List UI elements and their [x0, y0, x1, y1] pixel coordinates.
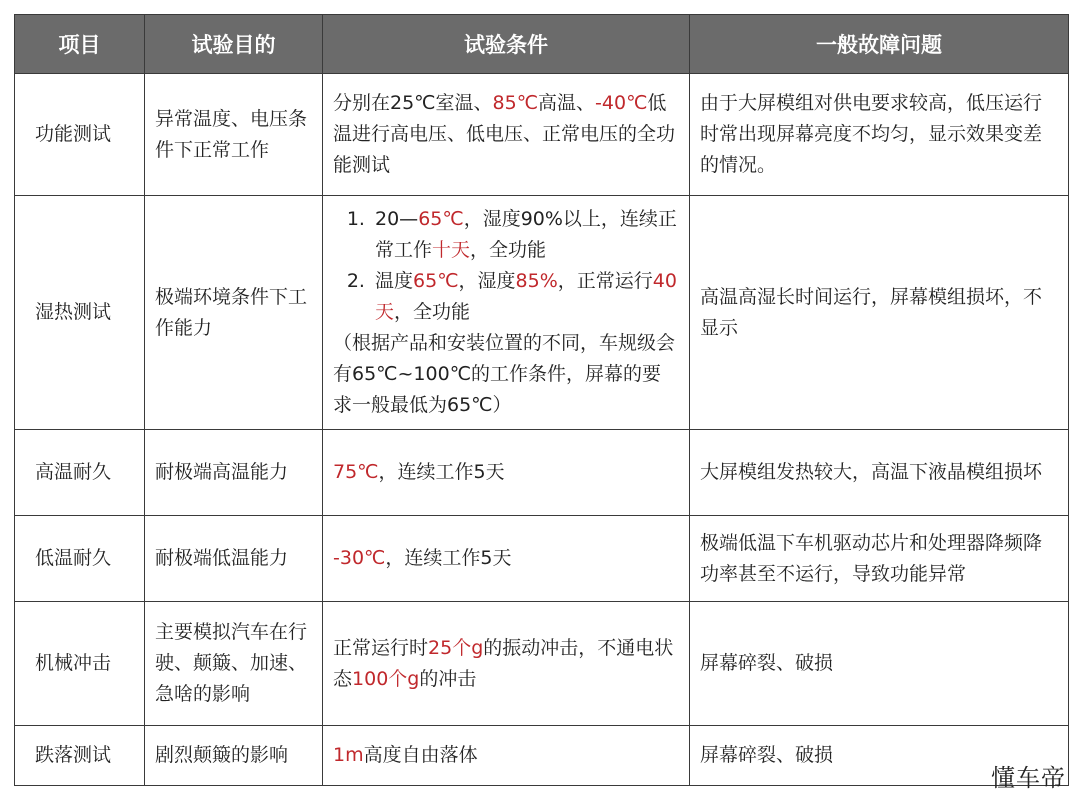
row-item: 低温耐久	[15, 516, 145, 602]
header-item: 项目	[15, 15, 145, 74]
row-condition: 正常运行时25个g的振动冲击，不通电状态100个g的冲击	[323, 602, 690, 726]
row-condition	[323, 196, 690, 430]
condition-list	[333, 204, 679, 328]
list-item: 1. 20—65℃，湿度90%以上，连续正常工作十天，全功能	[371, 204, 679, 266]
table-row	[15, 196, 1069, 430]
table-row	[15, 430, 1069, 516]
row-condition: 1m高度自由落体	[323, 726, 690, 786]
row-purpose: 耐极端高温能力	[145, 430, 323, 516]
table-row	[15, 74, 1069, 196]
row-fault: 由于大屏模组对供电要求较高，低压运行时常出现屏幕亮度不均匀，显示效果变差的情况。	[690, 74, 1069, 196]
table-row	[15, 516, 1069, 602]
row-condition: 分别在25℃室温、85℃高温、-40℃低温进行高电压、低电压、正常电压的全功能测试	[323, 74, 690, 196]
row-condition: 75℃，连续工作5天	[323, 430, 690, 516]
table-row	[15, 726, 1069, 786]
row-purpose: 耐极端低温能力	[145, 516, 323, 602]
row-fault: 大屏模组发热较大，高温下液晶模组损坏	[690, 430, 1069, 516]
row-purpose: 异常温度、电压条件下正常工作	[145, 74, 323, 196]
row-fault: 屏幕碎裂、破损	[690, 602, 1069, 726]
row-item: 跌落测试	[15, 726, 145, 786]
row-fault: 屏幕碎裂、破损	[690, 726, 1069, 786]
row-purpose: 主要模拟汽车在行驶、颠簸、加速、急啥的影响	[145, 602, 323, 726]
table-row	[15, 602, 1069, 726]
row-fault: 极端低温下车机驱动芯片和处理器降频降功率甚至不运行，导致功能异常	[690, 516, 1069, 602]
row-condition: -30℃，连续工作5天	[323, 516, 690, 602]
source-watermark: 懂车帝	[991, 764, 1066, 792]
header-purpose: 试验目的	[145, 15, 323, 74]
row-fault: 高温高湿长时间运行，屏幕模组损坏，不显示	[690, 196, 1069, 430]
list-item: 2. 温度65℃，湿度85%，正常运行40天，全功能	[371, 266, 679, 328]
row-item: 机械冲击	[15, 602, 145, 726]
row-item: 高温耐久	[15, 430, 145, 516]
header-condition: 试验条件	[323, 15, 690, 74]
header-fault: 一般故障问题	[690, 15, 1069, 74]
row-purpose: 剧烈颠簸的影响	[145, 726, 323, 786]
row-purpose: 极端环境条件下工作能力	[145, 196, 323, 430]
test-spec-table	[14, 14, 1069, 786]
row-item: 功能测试	[15, 74, 145, 196]
row-item: 湿热测试	[15, 196, 145, 430]
header-row	[15, 15, 1069, 74]
condition-note: （根据产品和安装位置的不同，车规级会有65℃~100℃的工作条件，屏幕的要求一般最低为65℃）	[333, 332, 676, 416]
